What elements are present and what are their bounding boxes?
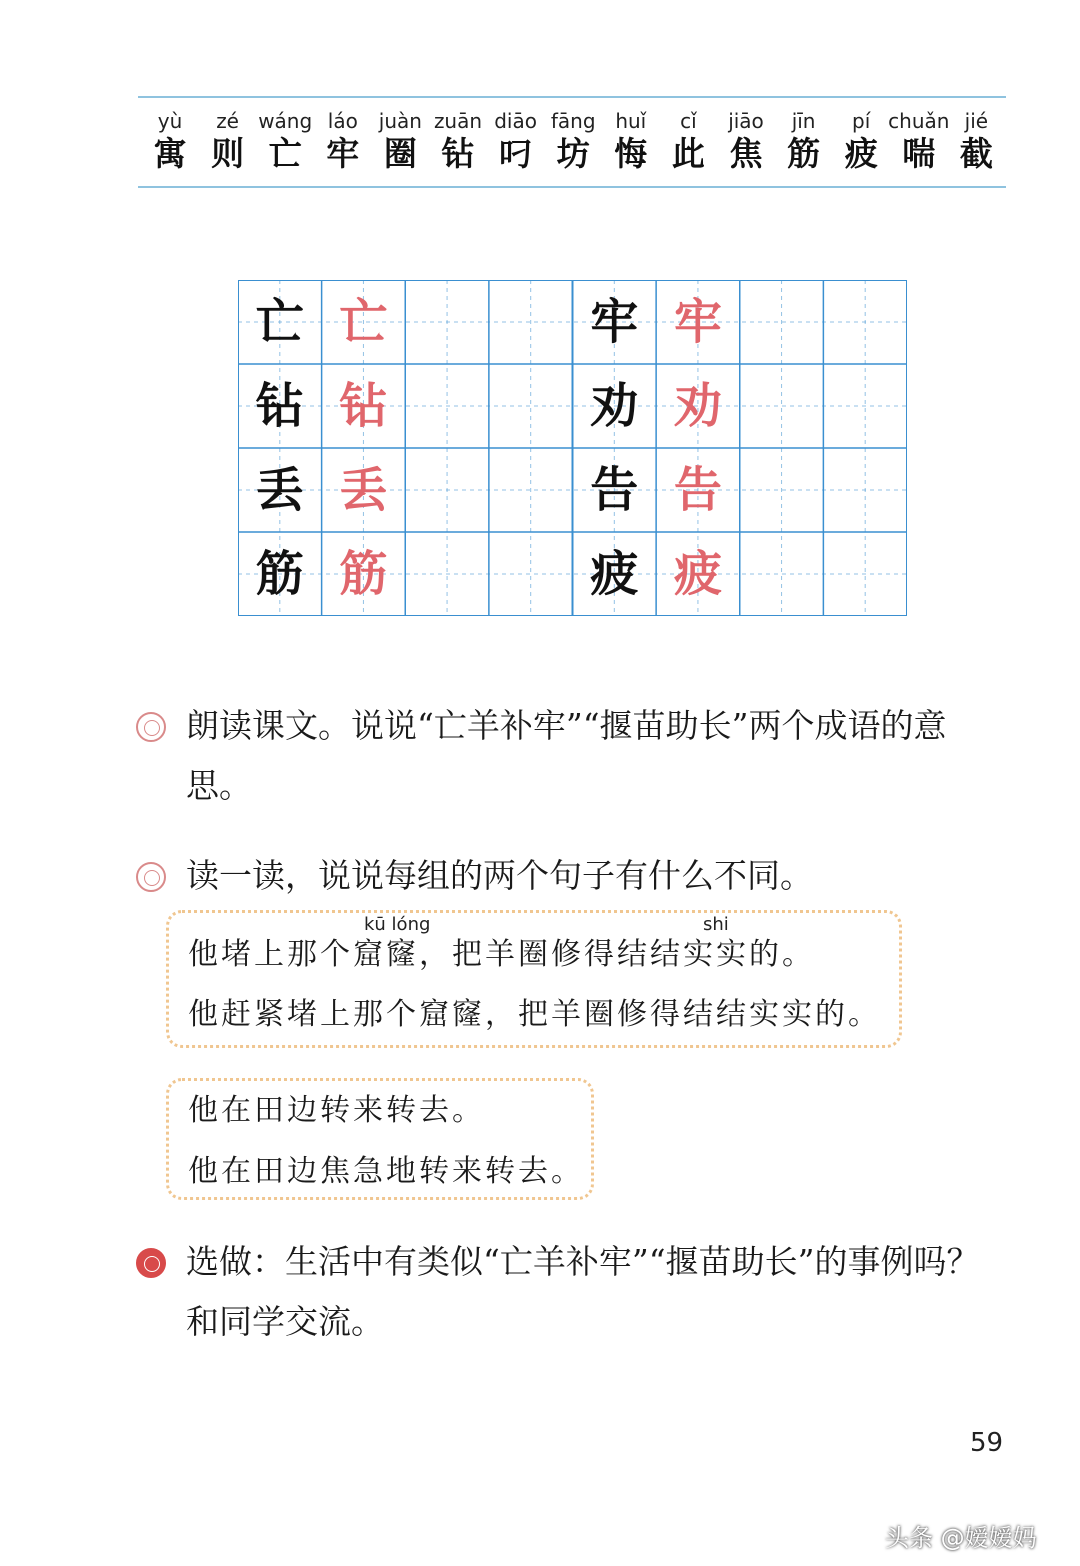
grid-cell bbox=[238, 532, 322, 616]
vocab-bottom-rule bbox=[138, 186, 1006, 188]
vocab-pinyin: chuǎn bbox=[888, 109, 950, 133]
trace-character: 劝 bbox=[673, 378, 722, 434]
vocab-hanzi: 圈 bbox=[383, 134, 417, 173]
task-2-text: 读一读，说说每组的两个句子有什么不同。 bbox=[186, 856, 813, 895]
grid-cell bbox=[238, 280, 322, 364]
vocabulary-row bbox=[150, 108, 1000, 178]
vocab-pinyin: zé bbox=[216, 109, 239, 133]
model-character: 疲 bbox=[590, 546, 639, 602]
ruby-kulong: kū lóng bbox=[364, 914, 431, 935]
vocab-pinyin: huǐ bbox=[615, 109, 647, 133]
grid-cell bbox=[322, 532, 406, 616]
vocab-pinyin: jiāo bbox=[728, 109, 764, 133]
trace-character: 钻 bbox=[339, 378, 388, 434]
grid-cell bbox=[656, 532, 740, 616]
vocab-item bbox=[941, 108, 1011, 174]
vocab-hanzi: 焦 bbox=[729, 134, 763, 173]
task-3 bbox=[136, 1232, 1016, 1356]
vocab-hanzi: 此 bbox=[671, 134, 705, 173]
grid-cell bbox=[656, 280, 740, 364]
vocab-pinyin: jīn bbox=[791, 109, 816, 133]
vocab-pinyin: juàn bbox=[378, 109, 422, 133]
seal-marker-icon bbox=[136, 862, 166, 892]
vocab-hanzi: 亡 bbox=[268, 134, 302, 173]
vocab-hanzi: 牢 bbox=[326, 134, 360, 173]
vocab-pinyin: zuān bbox=[433, 109, 483, 133]
vocab-hanzi: 筋 bbox=[787, 134, 821, 173]
grid-cell bbox=[656, 448, 740, 532]
trace-character: 牢 bbox=[673, 294, 722, 350]
watermark: 头条 @嫒嫒妈 bbox=[885, 1524, 1037, 1552]
vocab-pinyin: pí bbox=[852, 109, 871, 133]
vocab-pinyin: diāo bbox=[494, 109, 537, 133]
example-1-sentence-1: 他堵上那个窟窿，把羊圈修得结结实实的。 bbox=[188, 937, 815, 972]
grid-cell bbox=[573, 364, 657, 448]
model-character: 筋 bbox=[255, 546, 304, 602]
trace-character: 亡 bbox=[339, 294, 388, 350]
example-2-sentence-2: 他在田边焦急地转来转去。 bbox=[188, 1154, 584, 1189]
task-2 bbox=[136, 846, 1016, 906]
page-number: 59 bbox=[970, 1428, 1004, 1458]
trace-character: 丢 bbox=[339, 462, 388, 518]
vocab-pinyin: fāng bbox=[550, 109, 596, 133]
writing-grid bbox=[238, 280, 907, 616]
vocab-top-rule bbox=[138, 96, 1006, 98]
vocab-hanzi: 疲 bbox=[844, 134, 878, 173]
grid-cell bbox=[656, 364, 740, 448]
model-character: 丢 bbox=[255, 462, 304, 518]
vocab-hanzi: 钻 bbox=[441, 134, 475, 173]
vocab-hanzi: 寓 bbox=[153, 134, 187, 173]
example-1-sentence-2: 他赶紧堵上那个窟窿，把羊圈修得结结实实的。 bbox=[188, 997, 881, 1032]
trace-character: 疲 bbox=[673, 546, 722, 602]
task-1 bbox=[136, 696, 1016, 820]
model-character: 告 bbox=[590, 462, 639, 518]
seal-marker-icon bbox=[136, 712, 166, 742]
task-3-text: 选做：生活中有类似“亡羊补牢”“揠苗助长”的事例吗？和同学交流。 bbox=[186, 1242, 980, 1341]
trace-character: 筋 bbox=[339, 546, 388, 602]
vocab-hanzi: 截 bbox=[959, 134, 993, 173]
vocab-hanzi: 坊 bbox=[556, 134, 590, 173]
model-character: 牢 bbox=[590, 294, 639, 350]
task-1-text: 朗读课文。说说“亡羊补牢”“揠苗助长”两个成语的意思。 bbox=[186, 706, 947, 805]
vocab-pinyin: yù bbox=[157, 109, 183, 133]
vocab-pinyin: láo bbox=[327, 109, 358, 133]
vocab-hanzi: 悔 bbox=[614, 134, 648, 173]
grid-cell bbox=[573, 280, 657, 364]
vocab-hanzi: 喘 bbox=[902, 134, 936, 173]
vocab-pinyin: wáng bbox=[258, 109, 313, 133]
example-2-sentence-1: 他在田边转来转去。 bbox=[188, 1093, 485, 1128]
vocab-hanzi: 则 bbox=[211, 134, 245, 173]
grid-cell bbox=[238, 448, 322, 532]
grid-cell bbox=[322, 448, 406, 532]
grid-cell bbox=[322, 364, 406, 448]
vocab-pinyin: cǐ bbox=[680, 109, 697, 133]
ruby-shi: shi bbox=[703, 914, 729, 935]
vocab-pinyin: jié bbox=[964, 109, 989, 133]
grid-cell bbox=[573, 448, 657, 532]
model-character: 钻 bbox=[255, 378, 304, 434]
model-character: 劝 bbox=[590, 378, 639, 434]
trace-character: 告 bbox=[673, 462, 722, 518]
model-character: 亡 bbox=[255, 294, 304, 350]
grid-cell bbox=[238, 364, 322, 448]
grid-cell bbox=[573, 532, 657, 616]
vocab-hanzi: 叼 bbox=[499, 134, 533, 173]
grid-cell bbox=[322, 280, 406, 364]
seal-marker-filled-icon bbox=[136, 1248, 166, 1278]
